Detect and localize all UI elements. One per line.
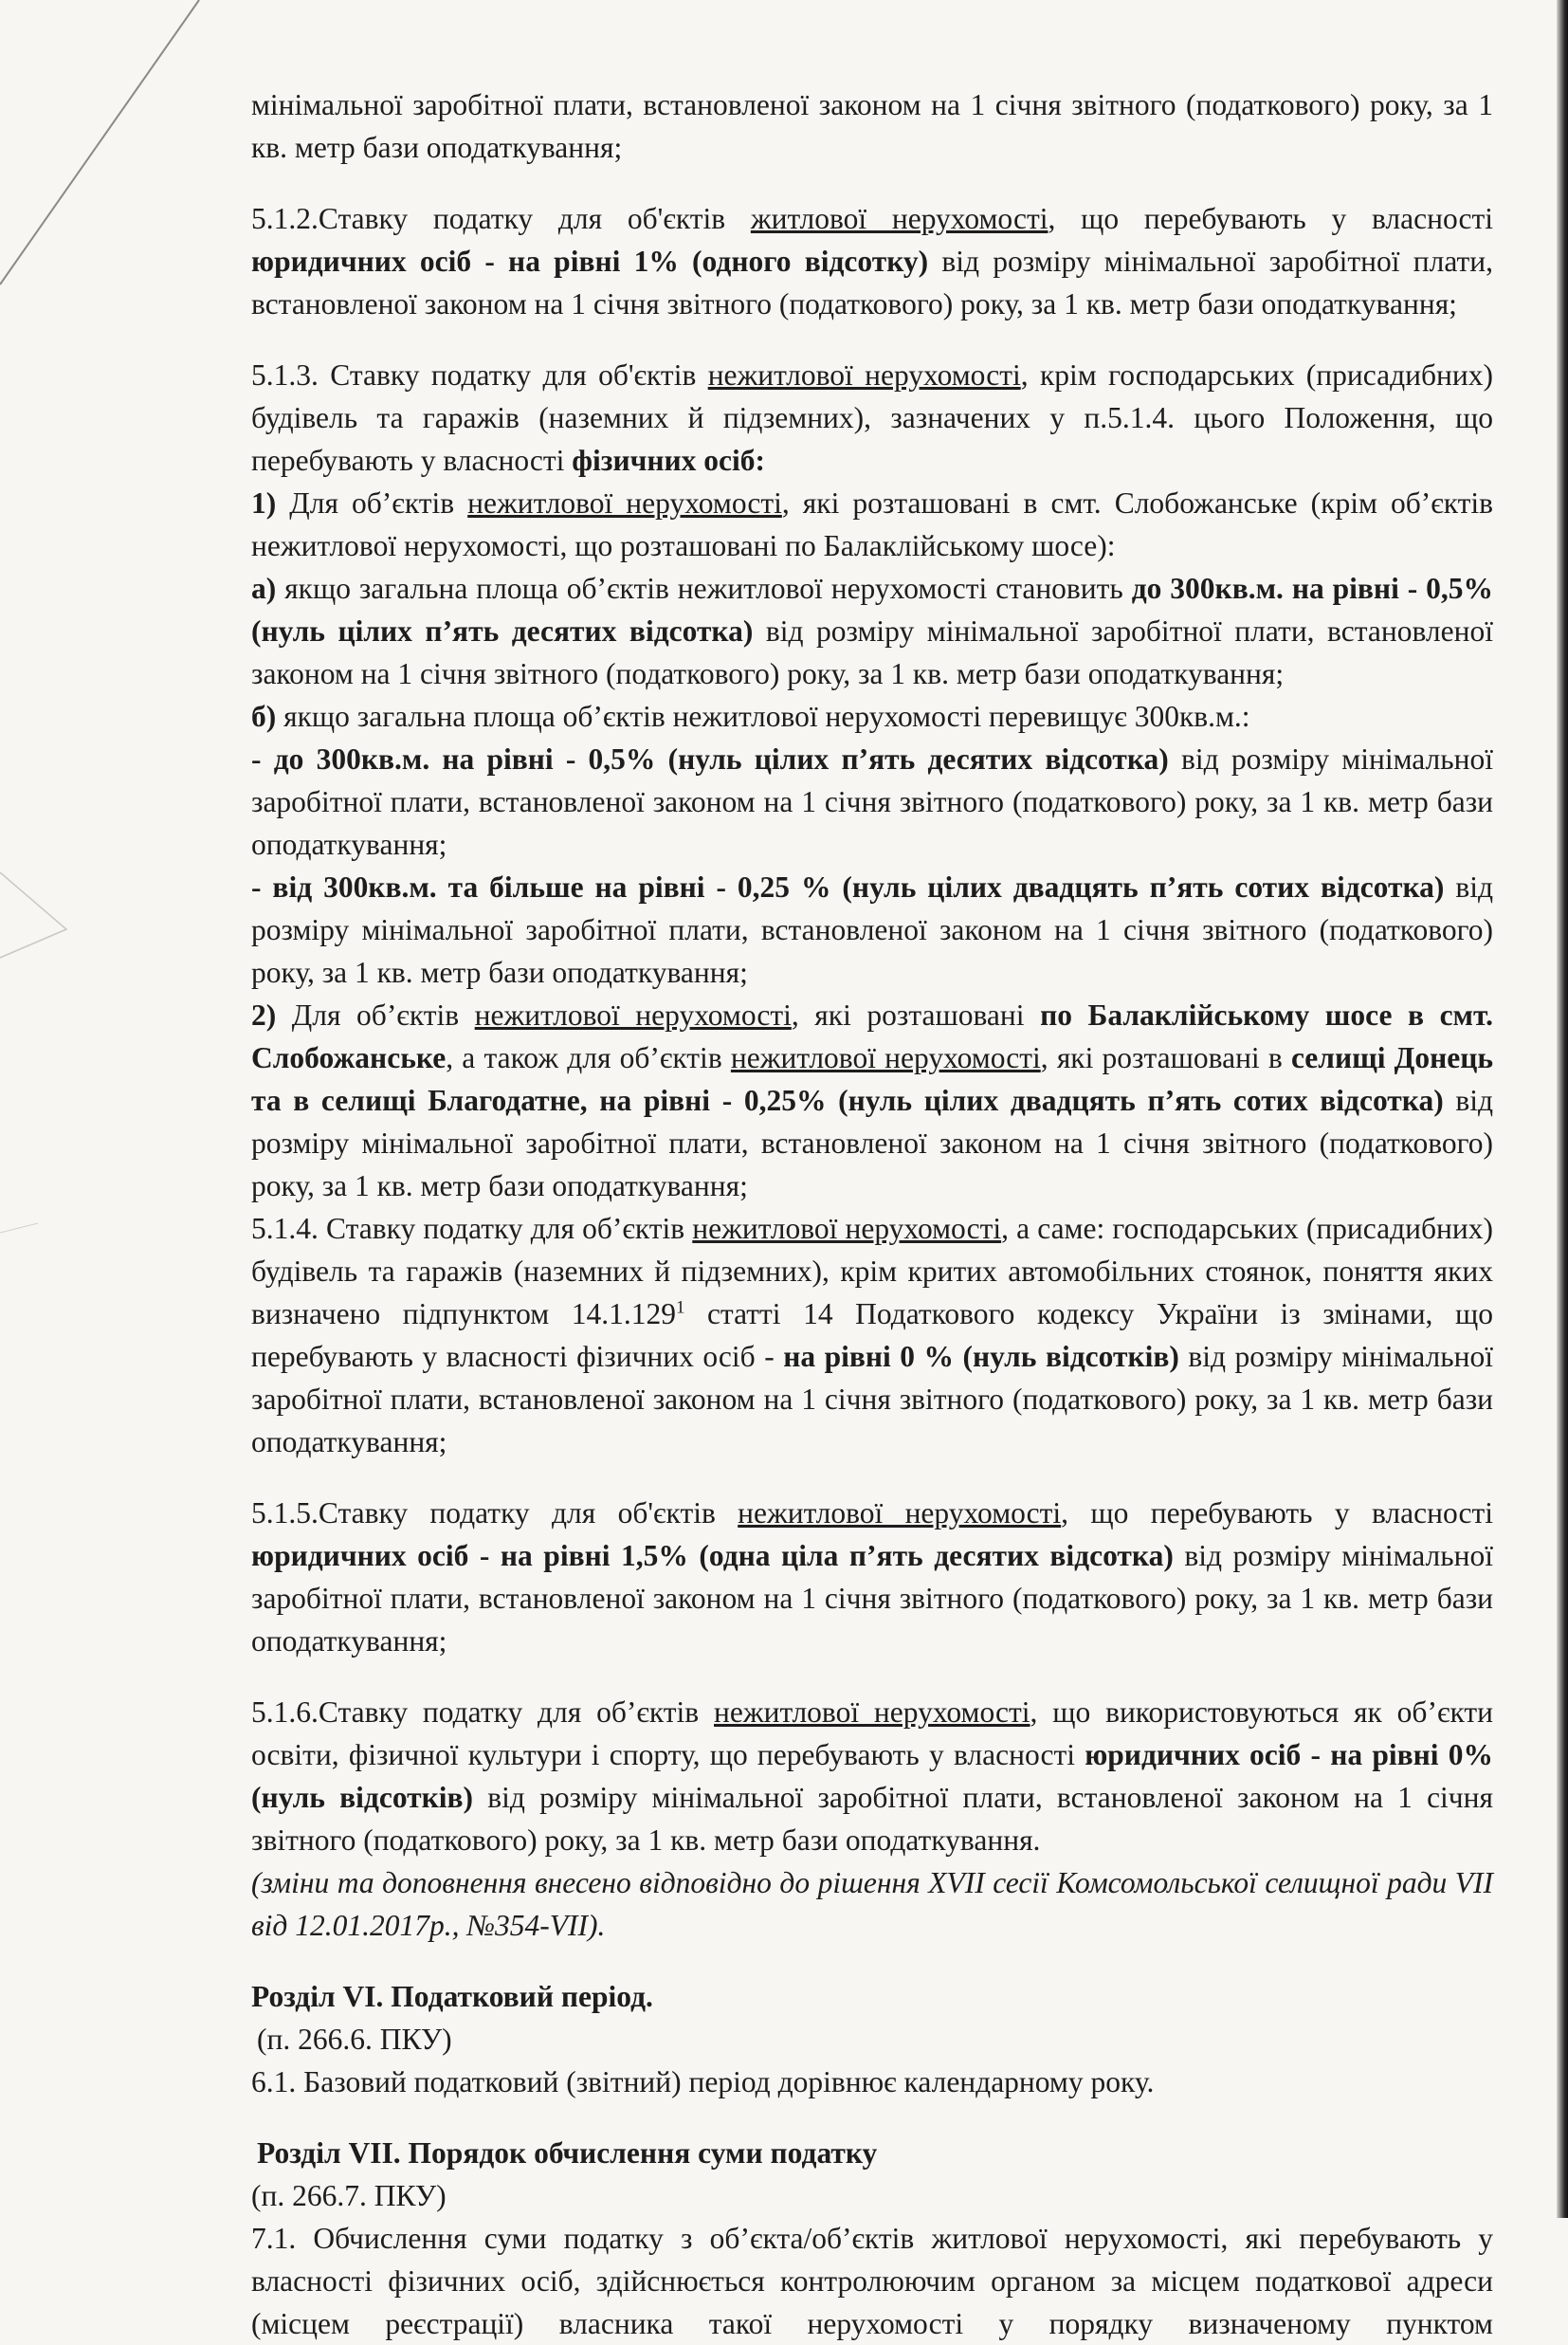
- paragraph-5-1-3-item-1: 1) Для об’єктів нежитлової нерухомості, які розташовані в смт. Слобожанське (крім об’єктів нежитлової нерухомості, що розташовані по Балаклійському шосе):: [251, 486, 1494, 562]
- section-6-reference: (п. 266.6. ПКУ): [257, 2023, 452, 2056]
- paragraph-5-1-6: 5.1.6.Ставку податку для об’єктів нежитлової нерухомості, що використовуються як об’єкти освіти, фізичної культури і спорту, що перебувають у власності юридичних осіб - на рівні 0% (нуль відсотків) від розміру мінімальної заробітної плати, встановленої законом на 1 січня звітного (податкового) року, за 1 кв. метр бази оподаткування.: [251, 1695, 1493, 1857]
- paragraph-5-1-3-item-a: а) якщо загальна площа об’єктів нежитлової нерухомості становить до 300кв.м. на рівні - 0,5% (нуль цілих п’ять десятих відсотка) від розміру мінімальної заробітної плати, встановленої законом на 1 січня звітного (податкового) року, за 1 кв. метр бази оподаткування;: [251, 572, 1494, 690]
- paragraph-5-1-3-item-b: б) якщо загальна площа об’єктів нежитлової нерухомості перевищує 300кв.м.:: [251, 700, 1250, 733]
- section-7-title: Розділ VII. Порядок обчислення суми податку: [257, 2136, 878, 2170]
- paragraph-5-1-3-item-b-1: - до 300кв.м. на рівні - 0,5% (нуль цілих п’ять десятих відсотка) від розміру мінімальної заробітної плати, встановленої законом на 1 січня звітного (податкового) року, за 1 кв. метр бази оподаткування;: [251, 742, 1493, 861]
- section-6-paragraph-1: 6.1. Базовий податковий (звітний) період дорівнює календарному року.: [251, 2065, 1155, 2098]
- paragraph-5-1-4: 5.1.4. Ставку податку для об’єктів нежитлової нерухомості, а саме: господарських (присадибних) будівель та гаражів (наземних й підземних), крім критих автомобільних стоянок, поняття яких визначено підпунктом 14.1.129$^1$ статті 14 Податкового кодексу України із змінами, що перебувають у власності фізичних осіб - на рівні 0 % (нуль відсотків) від розміру мінімальної заробітної плати, встановленої законом на 1 січня звітного (податкового) року, за 1 кв. метр бази оподаткування;: [251, 1212, 1494, 1458]
- paragraph-5-1-3: 5.1.3. Ставку податку для об'єктів нежитлової нерухомості, крім господарських (присадибних) будівель та гаражів (наземних й підземних), зазначених у п.5.1.4. цього Положення, що перебувають у власності фізичних осіб:: [251, 358, 1493, 477]
- paragraph-5-1-5: 5.1.5.Ставку податку для об'єктів нежитлової нерухомості, що перебувають у власності юридичних осіб - на рівні 1,5% (одна ціла п’ять десятих відсотка) від розміру мінімальної заробітної плати, встановленої законом на 1 січня звітного (податкового) року, за 1 кв. метр бази оподаткування;: [251, 1496, 1493, 1658]
- document-body: [251, 83, 1493, 2345]
- section-7-reference: (п. 266.7. ПКУ): [251, 2179, 447, 2212]
- paragraph-intro: мінімальної заробітної плати, встановленої законом на 1 січня звітного (податкового) року, за 1 кв. метр бази оподаткування;: [251, 88, 1493, 164]
- section-7-paragraph-1: 7.1. Обчислення суми податку з об’єкта/об’єктів житлової нерухомості, які перебувають у власності фізичних осіб, здійснюється контролюючим органом за місцем податкової адреси (місцем реєстрації) власника такої нерухомості у порядку визначеному пунктом: [251, 2222, 1493, 2340]
- scan-right-edge: [1557, 0, 1568, 2218]
- paragraph-5-1-2: 5.1.2.Ставку податку для об'єктів житлової нерухомості, що перебувають у власності юридичних осіб - на рівні 1% (одного відсотку) від розміру мінімальної заробітної плати, встановленої законом на 1 січня звітного (податкового) року, за 1 кв. метр бази оподаткування;: [251, 202, 1493, 321]
- amendment-note: (зміни та доповнення внесено відповідно до рішення XVII сесії Комсомольської селищної ради VII від 12.01.2017р., №354-VII).: [251, 1866, 1493, 1942]
- paragraph-5-1-3-item-2: 2) Для об’єктів нежитлової нерухомості, які розташовані по Балаклійському шосе в смт. Слобожанське, а також для об’єктів нежитлової нерухомості, які розташовані в селищі Донець та в селищі Благодатне, на рівні - 0,25% (нуль цілих двадцять п’ять сотих відсотка) від розміру мінімальної заробітної плати, встановленої законом на 1 січня звітного (податкового) року, за 1 кв. метр бази оподаткування;: [251, 998, 1494, 1202]
- section-6-title: Розділ VI. Податковий період.: [251, 1980, 653, 2013]
- paragraph-5-1-3-item-b-2: - від 300кв.м. та більше на рівні - 0,25 % (нуль цілих двадцять п’ять сотих відсотка) від розміру мінімальної заробітної плати, встановленої законом на 1 січня звітного (податкового) року, за 1 кв. метр бази оподаткування;: [251, 870, 1493, 989]
